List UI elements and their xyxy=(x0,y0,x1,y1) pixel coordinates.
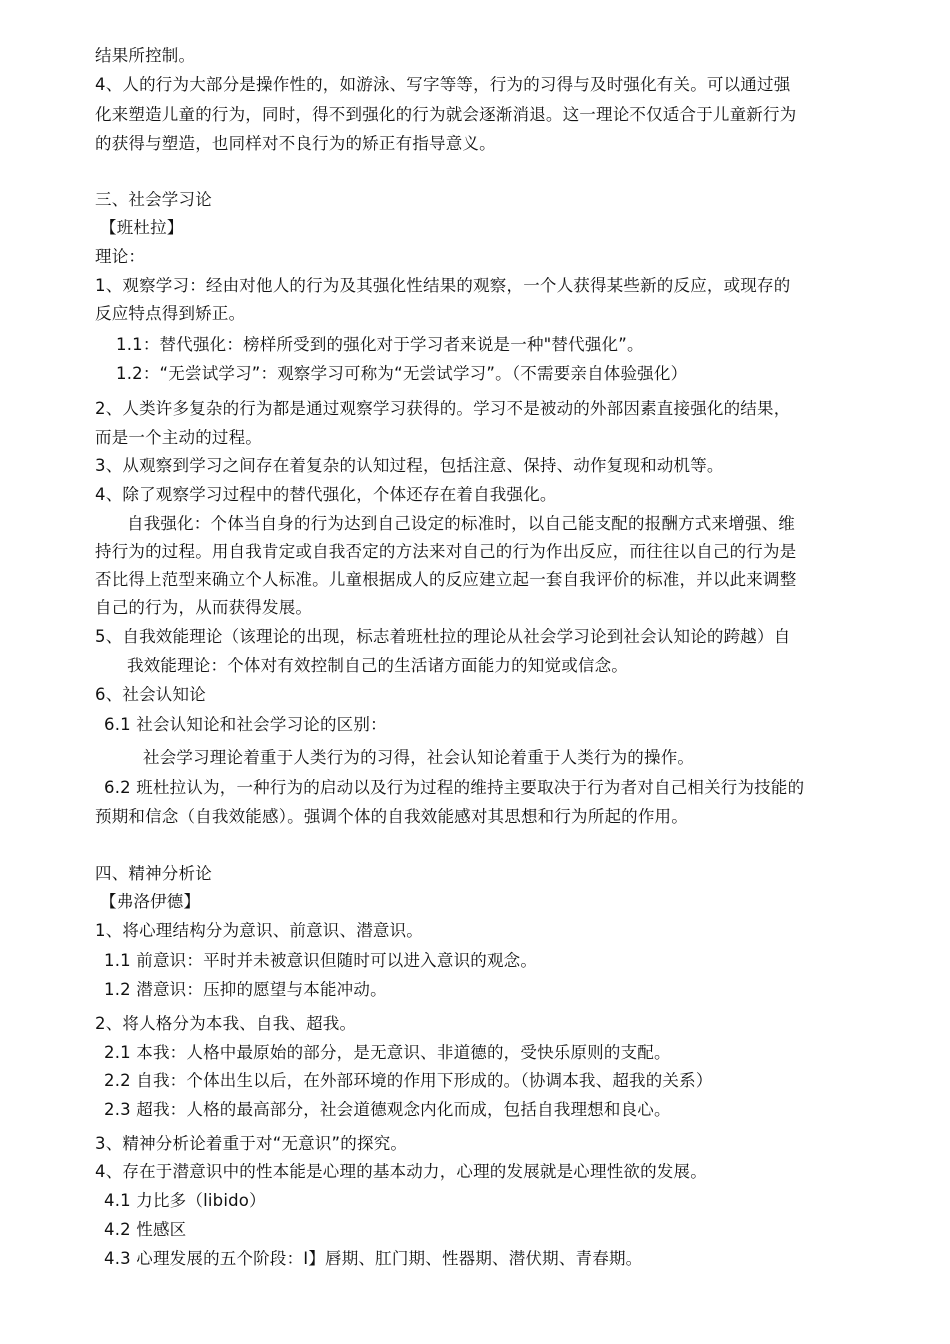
text-line: 1、观察学习：经由对他人的行为及其强化性结果的观察，一个人获得某些新的反应，或现存的 xyxy=(95,276,791,295)
text-line: 2、将人格分为本我、自我、超我。 xyxy=(95,1014,357,1033)
text-line: 的获得与塑造，也同样对不良行为的矫正有指导意义。 xyxy=(95,134,496,153)
text-line: 理论： xyxy=(95,247,146,266)
text-line: 2、人类许多复杂的行为都是通过观察学习获得的。学习不是被动的外部因素直接强化的结果， xyxy=(95,399,791,418)
text-line: 4、除了观察学习过程中的替代强化，个体还存在着自我强化。 xyxy=(95,485,557,504)
text-line: 而是一个主动的过程。 xyxy=(95,428,262,447)
text-line: 6.1 社会认知论和社会学习论的区别： xyxy=(104,715,387,734)
text-line: 2.2 自我：个体出生以后，在外部环境的作用下形成的。（协调本我、超我的关系） xyxy=(104,1071,713,1090)
author-label: 【弗洛伊德】 xyxy=(100,892,201,911)
text-line: 结果所控制。 xyxy=(95,46,196,65)
text-line: 否比得上范型来确立个人标准。儿童根据成人的反应建立起一套自我评价的标准，并以此来调整 xyxy=(95,570,797,589)
text-line: 自我强化：个体当自身的行为达到自己设定的标准时，以自己能支配的报酬方式来增强、维 xyxy=(127,514,795,533)
text-line: 2.3 超我：人格的最高部分，社会道德观念内化而成，包括自我理想和良心。 xyxy=(104,1100,671,1119)
text-line: 1.1：替代强化：榜样所受到的强化对于学习者来说是一种"替代强化”。 xyxy=(116,335,644,354)
text-line: 6.2 班杜拉认为，一种行为的启动以及行为过程的维持主要取决于行为者对自己相关行为技能的 xyxy=(104,778,805,797)
text-line: 2.1 本我：人格中最原始的部分，是无意识、非道德的，受快乐原则的支配。 xyxy=(104,1043,671,1062)
text-line: 自己的行为，从而获得发展。 xyxy=(95,598,313,617)
text-line: 6、社会认知论 xyxy=(95,685,206,704)
text-line: 4.1 力比多（libido） xyxy=(104,1191,266,1210)
text-line: 1、将心理结构分为意识、前意识、潜意识。 xyxy=(95,921,423,940)
text-line: 化来塑造儿童的行为，同时，得不到强化的行为就会逐渐消退。这一理论不仅适合于儿童新行为 xyxy=(95,105,797,124)
text-line: 4.3 心理发展的五个阶段：Ⅰ】唇期、肛门期、性器期、潜伏期、青春期。 xyxy=(104,1249,643,1268)
text-line: 4、人的行为大部分是操作性的，如游泳、写字等等，行为的习得与及时强化有关。可以通过强 xyxy=(95,75,791,94)
text-line: 反应特点得到矫正。 xyxy=(95,304,246,323)
text-line: 5、自我效能理论（该理论的出现，标志着班杜拉的理论从社会学习论到社会认知论的跨越）自 xyxy=(95,627,791,646)
section-heading: 三、社会学习论 xyxy=(95,190,212,209)
text-line: 4.2 性感区 xyxy=(104,1220,187,1239)
text-line: 预期和信念（自我效能感）。强调个体的自我效能感对其思想和行为所起的作用。 xyxy=(95,807,688,826)
text-line: 1.1 前意识：平时并未被意识但随时可以进入意识的观念。 xyxy=(104,951,538,970)
text-line: 4、存在于潜意识中的性本能是心理的基本动力，心理的发展就是心理性欲的发展。 xyxy=(95,1162,707,1181)
section-heading: 四、精神分析论 xyxy=(95,864,212,883)
text-line: 3、精神分析论着重于对“无意识”的探究。 xyxy=(95,1134,408,1153)
text-line: 持行为的过程。用自我肯定或自我否定的方法来对自己的行为作出反应，而往往以自己的行为是 xyxy=(95,542,797,561)
text-line: 1.2 潜意识：压抑的愿望与本能冲动。 xyxy=(104,980,387,999)
author-label: 【班杜拉】 xyxy=(100,218,184,237)
text-line: 社会学习理论着重于人类行为的习得，社会认知论着重于人类行为的操作。 xyxy=(143,748,695,767)
text-line: 我效能理论：个体对有效控制自己的生活诸方面能力的知觉或信念。 xyxy=(127,656,628,675)
text-line: 3、从观察到学习之间存在着复杂的认知过程，包括注意、保持、动作复现和动机等。 xyxy=(95,456,724,475)
text-line: 1.2：“无尝试学习”：观察学习可称为“无尝试学习”。（不需要亲自体验强化） xyxy=(116,364,688,383)
